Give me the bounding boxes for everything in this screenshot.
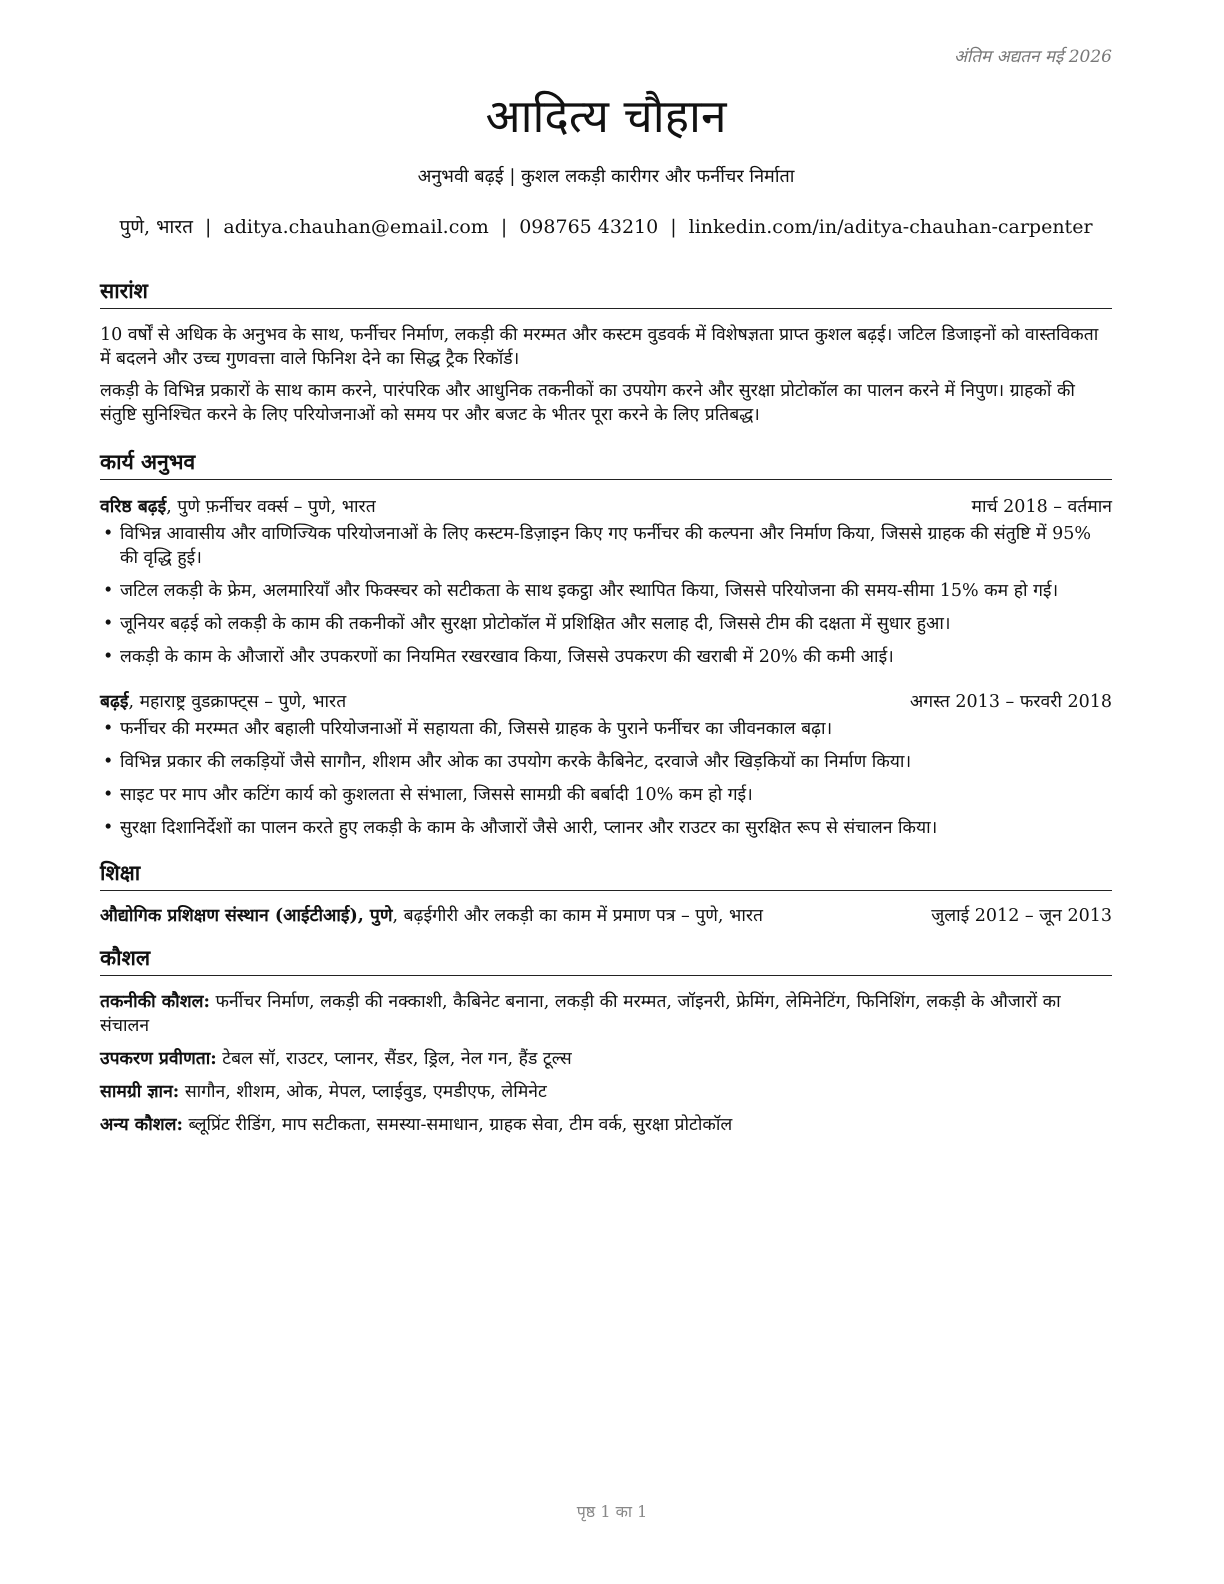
job-role: बढ़ई: [100, 692, 129, 712]
skill-value: ब्लूप्रिंट रीडिंग, माप सटीकता, समस्या-समाधान, ग्राहक सेवा, टीम वर्क, सुरक्षा प्रोटोकॉल: [182, 1115, 733, 1135]
list-item: • सुरक्षा दिशानिर्देशों का पालन करते हुए लकड़ी के काम के औजारों जैसे आरी, प्लानर और राउटर का सुरक्षित रूप से संचालन किया।: [100, 816, 1112, 840]
separator: |: [670, 216, 677, 238]
list-item: • विभिन्न प्रकार की लकड़ियों जैसे सागौन, शीशम और ओक का उपयोग करके कैबिनेट, दरवाजे और खिड़कियों का निर्माण किया।: [100, 750, 1112, 774]
skill-label: अन्य कौशल:: [100, 1115, 183, 1135]
section-title-summary: सारांश: [100, 276, 1112, 309]
contact-line: [100, 214, 1112, 240]
job-entry: [100, 689, 1112, 840]
skill-row: [100, 1047, 1112, 1071]
job-bullets: [100, 717, 1112, 840]
page-number: पृष्ठ 1 का 1: [576, 1502, 648, 1521]
education-institution: औद्योगिक प्रशिक्षण संस्थान (आईटीआई), पुणे: [100, 906, 393, 926]
skill-label: उपकरण प्रवीणता:: [100, 1049, 217, 1069]
summary-paragraph: 10 वर्षों से अधिक के अनुभव के साथ, फर्नीचर निर्माण, लकड़ी की मरम्मत और कस्टम वुडवर्क में विशेषज्ञता प्राप्त कुशल बढ़ई। जटिल डिजाइनों को वास्तविकता में बदलने और उच्च गुणवत्ता वाले फिनिश देने का सिद्ध ट्रैक रिकॉर्ड।: [100, 325, 1099, 369]
job-header: [100, 689, 1112, 715]
skill-row: [100, 1080, 1112, 1104]
list-item: • फर्नीचर की मरम्मत और बहाली परियोजनाओं में सहायता की, जिससे ग्राहक के पुराने फर्नीचर का जीवनकाल बढ़ा।: [100, 717, 1112, 741]
location: पुणे, भारत: [119, 216, 193, 238]
separator: |: [500, 216, 508, 238]
candidate-name: आदित्य चौहान: [485, 89, 727, 143]
job-org: , महाराष्ट्र वुडक्राफ्ट्स – पुणे, भारत: [128, 692, 347, 712]
section-title-education: शिक्षा: [100, 858, 1112, 891]
skill-value: फर्नीचर निर्माण, लकड़ी की नक्काशी, कैबिनेट बनाना, लकड़ी की मरम्मत, जॉइनरी, फ्रेमिंग, लेमिनेटिंग, फिनिशिंग, लकड़ी के औजारों का संचालन: [100, 992, 1061, 1036]
experience-section: [100, 447, 1112, 840]
skill-value: सागौन, शीशम, ओक, मेपल, प्लाईवुड, एमडीएफ, लेमिनेट: [179, 1082, 547, 1102]
section-title-skills: कौशल: [100, 943, 1112, 976]
job-header: [100, 494, 1112, 520]
list-item: • विभिन्न आवासीय और वाणिज्यिक परियोजनाओं के लिए कस्टम-डिज़ाइन किए गए फर्नीचर की कल्पना और निर्माण किया, जिससे ग्राहक की संतुष्टि में 95% की वृद्धि हुई।: [100, 522, 1112, 570]
email-link[interactable]: aditya.chauhan@email.com: [223, 216, 489, 238]
section-title-experience: कार्य अनुभव: [100, 447, 1112, 480]
summary-section: [100, 276, 1112, 427]
job-dates: मार्च 2018 – वर्तमान: [971, 497, 1112, 517]
skill-label: सामग्री ज्ञान:: [100, 1082, 180, 1102]
education-entry: [100, 903, 1112, 929]
summary-paragraph: लकड़ी के विभिन्न प्रकारों के साथ काम करने, पारंपरिक और आधुनिक तकनीकों का उपयोग करने और सुरक्षा प्रोटोकॉल का पालन करने में निपुण। ग्राहकों की संतुष्टि सुनिश्चित करने के लिए परियोजनाओं को समय पर और बजट के भीतर पूरा करने के लिए प्रतिबद्ध।: [100, 381, 1075, 425]
list-item: • जटिल लकड़ी के फ्रेम, अलमारियाँ और फिक्स्चर को सटीकता के साथ इकट्ठा और स्थापित किया, जिससे परियोजना की समय-सीमा 15% कम हो गई।: [100, 579, 1112, 603]
education-section: [100, 858, 1112, 929]
skill-row: [100, 990, 1112, 1038]
job-dates: अगस्त 2013 – फरवरी 2018: [909, 692, 1112, 712]
list-item: • लकड़ी के काम के औजारों और उपकरणों का नियमित रखरखाव किया, जिससे उपकरण की खराबी में 20% की कमी आई।: [100, 645, 1112, 669]
phone-number: 098765 43210: [519, 216, 659, 238]
education-dates: जुलाई 2012 – जून 2013: [931, 906, 1112, 926]
separator: |: [204, 216, 212, 238]
tagline: अनुभवी बढ़ई | कुशल लकड़ी कारीगर और फर्नीचर निर्माता: [417, 166, 795, 187]
linkedin-link[interactable]: linkedin.com/in/aditya-chauhan-carpenter: [688, 216, 1093, 238]
job-entry: [100, 494, 1112, 669]
skill-row: [100, 1113, 1112, 1137]
resume-page: [100, 0, 1112, 1137]
education-detail: , बढ़ईगीरी और लकड़ी का काम में प्रमाण पत्र – पुणे, भारत: [392, 906, 763, 926]
last-updated: अंतिम अद्यतन मई 2026: [953, 47, 1112, 67]
list-item: • जूनियर बढ़ई को लकड़ी के काम की तकनीकों और सुरक्षा प्रोटोकॉल में प्रशिक्षित और सलाह दी, जिससे टीम की दक्षता में सुधार हुआ।: [100, 612, 1112, 636]
job-role: वरिष्ठ बढ़ई: [100, 497, 167, 517]
skill-label: तकनीकी कौशल:: [100, 992, 210, 1012]
skills-section: [100, 943, 1112, 1137]
list-item: • साइट पर माप और कटिंग कार्य को कुशलता से संभाला, जिससे सामग्री की बर्बादी 10% कम हो गई।: [100, 783, 1112, 807]
skill-value: टेबल सॉ, राउटर, प्लानर, सैंडर, ड्रिल, नेल गन, हैंड टूल्स: [216, 1049, 572, 1069]
job-org: , पुणे फ़र्नीचर वर्क्स – पुणे, भारत: [166, 497, 376, 517]
job-bullets: [100, 522, 1112, 669]
